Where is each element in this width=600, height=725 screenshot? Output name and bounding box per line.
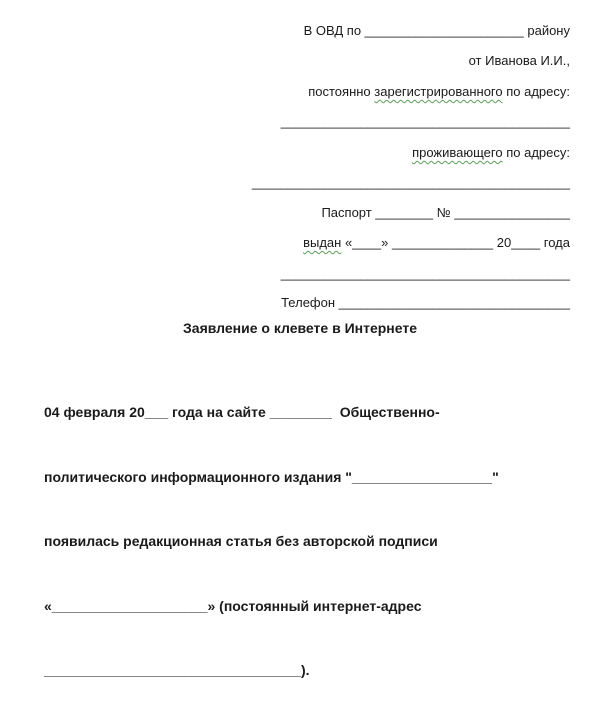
residence-address-label <box>412 145 570 161</box>
issued-word: выдан <box>303 235 342 250</box>
body-line-4: «____________________» (постоянный интернет-адрес <box>44 597 422 614</box>
registered-word: зарегистрированного <box>374 84 503 99</box>
registered-address-blank: ________________________________________ <box>280 114 570 129</box>
issued-by-blank: ________________________________________ <box>280 266 570 281</box>
phone-line: Телефон ________________________________ <box>281 295 570 310</box>
statement-body <box>44 359 574 725</box>
sender-name-line: от Иванова И.И., <box>468 53 570 68</box>
document-title: Заявление о клевете в Интернете <box>183 320 417 336</box>
residence-suffix: по адресу: <box>502 145 570 160</box>
residence-address-blank: ____________________________________________ <box>251 175 570 190</box>
body-line-1: 04 февраля 20___ года на сайте ________ Общественно- <box>44 404 440 420</box>
residence-word: проживающего <box>412 145 503 160</box>
issued-line <box>303 235 570 251</box>
body-line-5: _________________________________). <box>44 662 310 678</box>
issued-suffix: «____» ______________ 20____ года <box>341 235 570 250</box>
body-line-3: появилась редакционная статья без авторской подписи <box>44 533 438 549</box>
registered-prefix: постоянно <box>308 84 375 99</box>
passport-line: Паспорт ________ № ________________ <box>321 205 570 220</box>
registered-suffix: по адресу: <box>502 84 570 99</box>
body-line-2: политического информационного издания "__________________" <box>44 468 499 485</box>
registered-address-label <box>308 84 570 100</box>
addressee-line: В ОВД по ______________________ району <box>303 23 570 38</box>
